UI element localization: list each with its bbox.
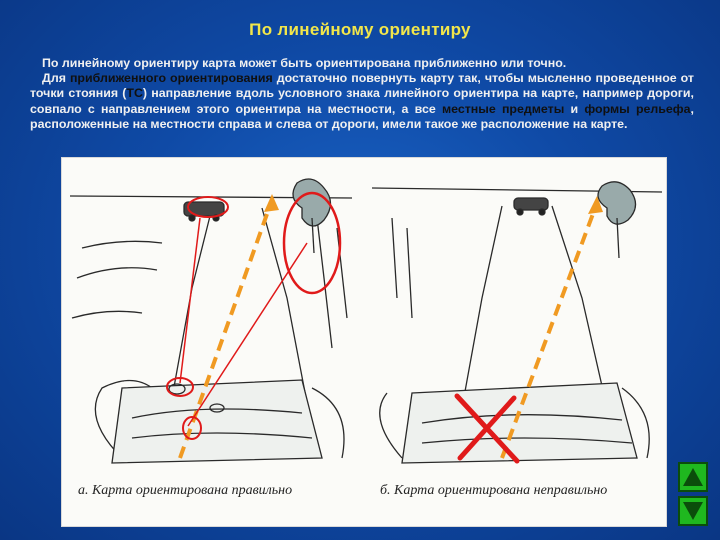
nav-down-button[interactable] xyxy=(678,496,708,526)
highlight-relief-forms: формы рельефа xyxy=(584,101,691,116)
link-line-red xyxy=(180,218,200,383)
text-fragment: Для xyxy=(42,71,70,86)
highlight-local-objects: местные предметы xyxy=(441,101,565,116)
triangle-down-icon xyxy=(680,498,706,524)
paragraph-approx-orientation xyxy=(30,71,694,132)
illustration-svg xyxy=(62,158,666,526)
arrow-head xyxy=(264,194,279,212)
panel-correct xyxy=(70,179,352,463)
triangle-up-icon xyxy=(680,464,706,490)
highlight-approx-orientation: приближенного ориентирования xyxy=(69,71,273,86)
field-hatching xyxy=(72,241,162,318)
map-sheet xyxy=(402,383,637,463)
paragraph-intro: По линейному ориентиру карта может быть ориентирована приближенно или точно. xyxy=(42,56,567,70)
caption-incorrect: б. Карта ориентирована неправильно xyxy=(380,483,608,498)
highlight-ts: ТС xyxy=(126,86,143,101)
road-edge xyxy=(462,206,502,408)
orientation-illustration xyxy=(62,158,666,526)
pole-line xyxy=(392,218,412,318)
text-fragment: достаточно повернуть карту так, чтобы мысленно проведенное от точки стояния ( xyxy=(30,71,694,101)
tree-icon xyxy=(293,179,331,253)
tree-icon xyxy=(598,182,636,258)
nav-up-button[interactable] xyxy=(678,462,708,492)
caption-correct: а. Карта ориентирована правильно xyxy=(78,483,293,498)
text-fragment: , расположенные на местности справа и слева от дороги, имели такое же расположение на карте. xyxy=(30,101,694,131)
slide-body-text xyxy=(30,56,694,132)
slide-title: По линейному ориентиру xyxy=(249,20,471,39)
pole-line xyxy=(317,218,347,348)
text-fragment: и xyxy=(564,101,585,116)
road-edge xyxy=(172,208,212,398)
text-fragment: ) направление вдоль условного знака линейного ориентира на карте, например дороги, совпало с направлением этого ориентира на местности, а все xyxy=(30,86,694,116)
map-sheet xyxy=(112,380,322,463)
vehicle-icon xyxy=(514,198,548,215)
